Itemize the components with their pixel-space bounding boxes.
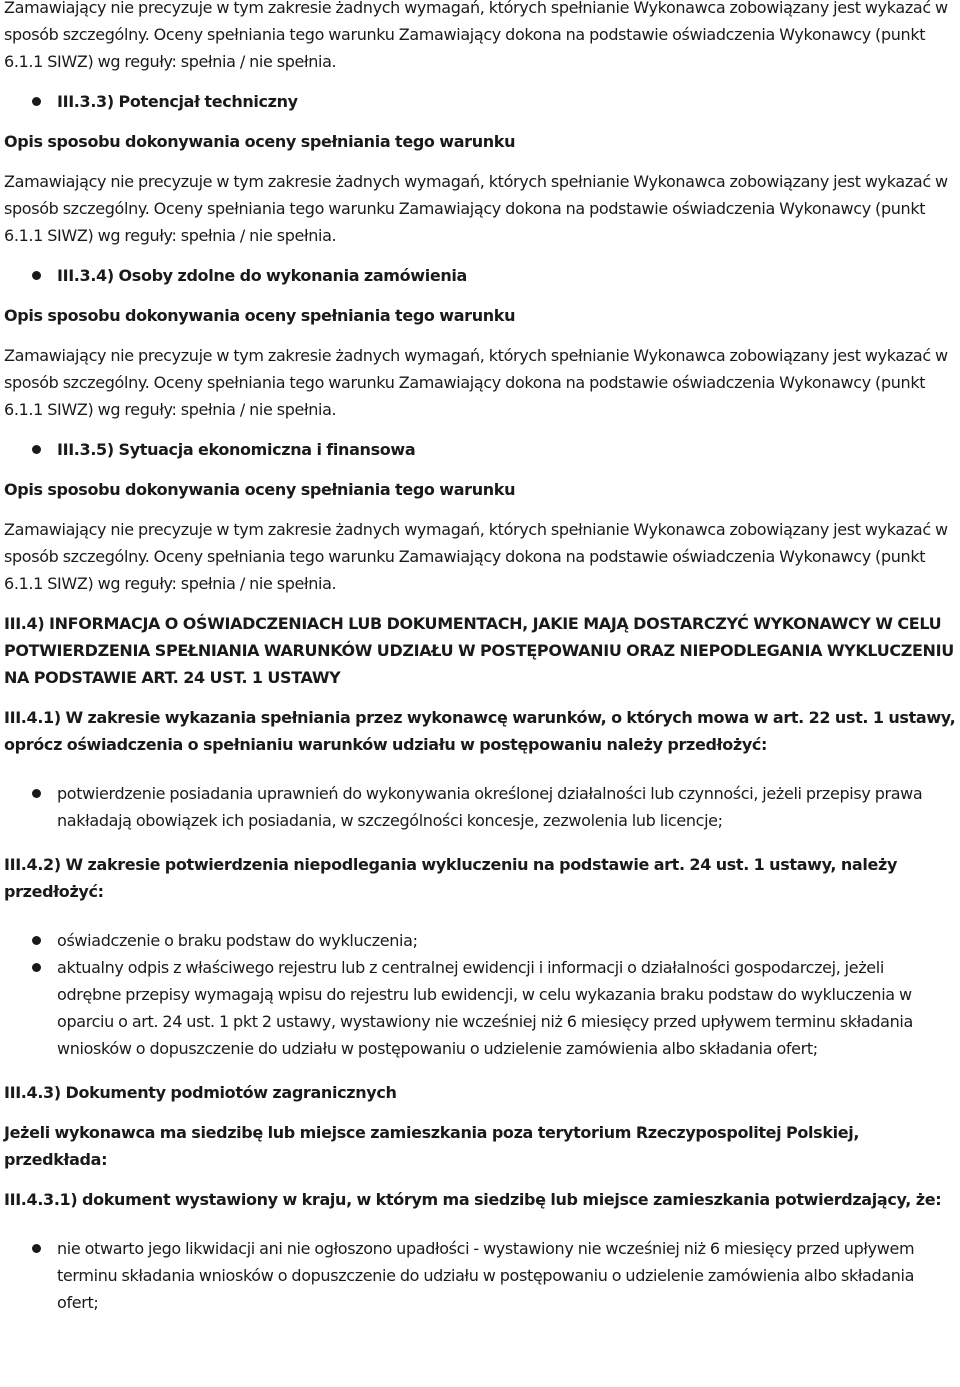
bullet-list-iii41 <box>4 780 956 834</box>
heading-text: III.3.3) Potencjał techniczny <box>57 92 298 111</box>
section-description: Zamawiający nie precyzuje w tym zakresie żadnych wymagań, których spełnianie Wykonawca zobowiązany jest wykazać w sposób szczególny. Oceny spełniania tego warunku Zamawiający dokona na podstawie oświadczenia Wykonawcy (punkt 6.1.1 SIWZ) wg reguły: spełnia / nie spełnia. <box>4 346 948 419</box>
section-heading-sytuacja <box>4 436 956 463</box>
list-item-text: oświadczenie o braku podstaw do wykluczenia; <box>57 931 418 950</box>
list-item <box>4 1235 956 1316</box>
heading-text: III.3.4) Osoby zdolne do wykonania zamówienia <box>57 266 467 285</box>
section-subheading: Opis sposobu dokonywania oceny spełniania tego warunku <box>4 306 516 325</box>
list-item <box>4 927 956 954</box>
subsection-intro-iii43: Jeżeli wykonawca ma siedzibę lub miejsce zamieszkania poza terytorium Rzeczypospolitej Polskiej, przedkłada: <box>4 1123 860 1169</box>
section-description: Zamawiający nie precyzuje w tym zakresie żadnych wymagań, których spełnianie Wykonawca zobowiązany jest wykazać w sposób szczególny. Oceny spełniania tego warunku Zamawiający dokona na podstawie oświadczenia Wykonawcy (punkt 6.1.1 SIWZ) wg reguły: spełnia / nie spełnia. <box>4 0 948 71</box>
document-page <box>4 0 956 1316</box>
section-heading-potencjal <box>4 88 956 115</box>
bullet-icon <box>32 936 41 945</box>
subsection-heading-iii431: III.4.3.1) dokument wystawiony w kraju, w którym ma siedzibę lub miejsce zamieszkania potwierdzający, że: <box>4 1190 942 1209</box>
section-subheading: Opis sposobu dokonywania oceny spełniania tego warunku <box>4 132 516 151</box>
section-title-iii4: III.4) INFORMACJA O OŚWIADCZENIACH LUB DOKUMENTACH, JAKIE MAJĄ DOSTARCZYĆ WYKONAWCY W CELU POTWIERDZENIA SPEŁNIANIA WARUNKÓW UDZIAŁU W POSTĘPOWANIU ORAZ NIEPODLEGANIA WYKLUCZENIU NA PODSTAWIE ART. 24 UST. 1 USTAWY <box>4 614 954 687</box>
bullet-list-iii431 <box>4 1235 956 1316</box>
list-item <box>4 954 956 1062</box>
section-heading-osoby <box>4 262 956 289</box>
section-description: Zamawiający nie precyzuje w tym zakresie żadnych wymagań, których spełnianie Wykonawca zobowiązany jest wykazać w sposób szczególny. Oceny spełniania tego warunku Zamawiający dokona na podstawie oświadczenia Wykonawcy (punkt 6.1.1 SIWZ) wg reguły: spełnia / nie spełnia. <box>4 520 948 593</box>
bullet-list-iii42 <box>4 927 956 1062</box>
list-item-text: potwierdzenie posiadania uprawnień do wykonywania określonej działalności lub czynności, jeżeli przepisy prawa nakładają obowiązek ich posiadania, w szczególności koncesje, zezwolenia lub licencje; <box>57 784 923 830</box>
bullet-icon <box>32 1244 41 1253</box>
subsection-heading-iii41: III.4.1) W zakresie wykazania spełniania przez wykonawcę warunków, o których mowa w art. 22 ust. 1 ustawy, oprócz oświadczenia o spełnianiu warunków udziału w postępowaniu należy przedłożyć: <box>4 708 956 754</box>
bullet-icon <box>32 789 41 798</box>
heading-text: III.3.5) Sytuacja ekonomiczna i finansowa <box>57 440 416 459</box>
section-subheading: Opis sposobu dokonywania oceny spełniania tego warunku <box>4 480 516 499</box>
section-description: Zamawiający nie precyzuje w tym zakresie żadnych wymagań, których spełnianie Wykonawca zobowiązany jest wykazać w sposób szczególny. Oceny spełniania tego warunku Zamawiający dokona na podstawie oświadczenia Wykonawcy (punkt 6.1.1 SIWZ) wg reguły: spełnia / nie spełnia. <box>4 172 948 245</box>
list-item <box>4 780 956 834</box>
subsection-heading-iii42: III.4.2) W zakresie potwierdzenia niepodlegania wykluczeniu na podstawie art. 24 ust. 1 ustawy, należy przedłożyć: <box>4 855 898 901</box>
list-item-text: nie otwarto jego likwidacji ani nie ogłoszono upadłości - wystawiony nie wcześniej niż 6 miesięcy przed upływem terminu składania wniosków o dopuszczenie do udziału w postępowaniu o udzielenie zamówienia albo składania ofert; <box>57 1239 915 1312</box>
bullet-icon <box>32 963 41 972</box>
bullet-icon <box>32 445 41 454</box>
list-item-text: aktualny odpis z właściwego rejestru lub z centralnej ewidencji i informacji o działalności gospodarczej, jeżeli odrębne przepisy wymagają wpisu do rejestru lub ewidencji, w celu wykazania braku podstaw do wykluczenia w oparciu o art. 24 ust. 1 pkt 2 ustawy, wystawiony nie wcześniej niż 6 miesięcy przed upływem terminu składania wniosków o dopuszczenie do udziału w postępowaniu o udzielenie zamówienia albo składania ofert; <box>57 958 913 1058</box>
bullet-icon <box>32 97 41 106</box>
subsection-heading-iii43: III.4.3) Dokumenty podmiotów zagranicznych <box>4 1083 397 1102</box>
bullet-icon <box>32 271 41 280</box>
